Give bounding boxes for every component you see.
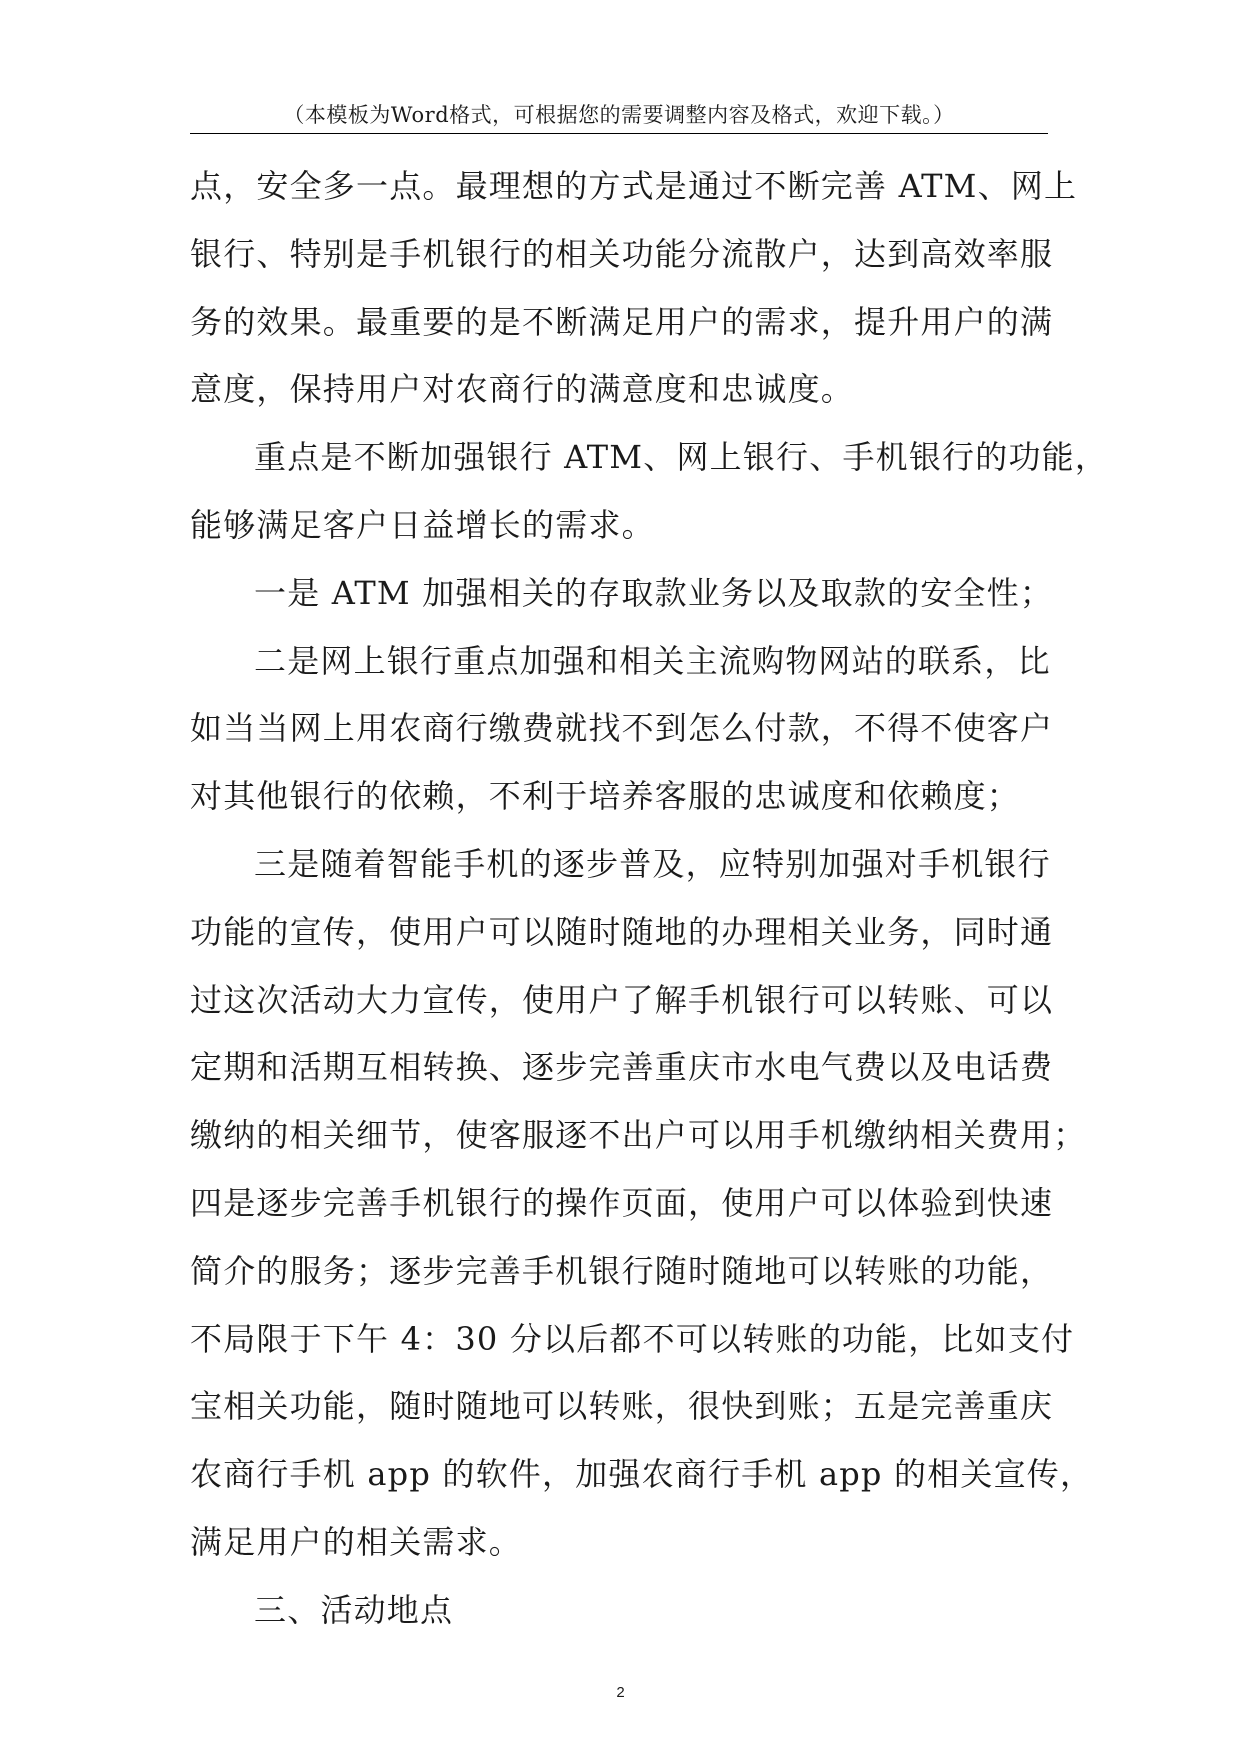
- body-text-line: 缴纳的相关细节，使客服逐不出户可以用手机缴纳相关费用；: [190, 1116, 1087, 1155]
- body-text-line: 定期和活期互相转换、逐步完善重庆市水电气费以及电话费: [190, 1048, 1054, 1087]
- body-text-line: 宝相关功能，随时随地可以转账，很快到账；五是完善重庆: [190, 1387, 1054, 1426]
- body-text-line: 三、活动地点: [254, 1590, 454, 1629]
- document-body: [190, 153, 1109, 1645]
- body-text-line: 如当当网上用农商行缴费就找不到怎么付款，不得不使客户: [190, 709, 1054, 748]
- body-text-line: 点，安全多一点。最理想的方式是通过不断完善 ATM、网上: [190, 167, 1078, 205]
- template-header-note: （本模板为Word格式，可根据您的需要调整内容及格式，欢迎下载。）: [283, 103, 955, 127]
- body-text-line: 功能的宣传，使用户可以随时随地的办理相关业务，同时通: [190, 912, 1054, 951]
- body-text-line: 能够满足客户日益增长的需求。: [190, 505, 655, 544]
- body-text-line: 满足用户的相关需求。: [190, 1522, 523, 1561]
- body-text-line: 务的效果。最重要的是不断满足用户的需求，提升用户的满: [190, 302, 1054, 341]
- body-text-line: 重点是不断加强银行 ATM、网上银行、手机银行的功能，: [254, 438, 1109, 477]
- body-text-line: 二是网上银行重点加强和相关主流购物网站的联系，比: [254, 641, 1051, 680]
- body-text-line: 对其他银行的依赖，不利于培养客服的忠诚度和依赖度；: [190, 777, 1021, 816]
- page-number: 2: [616, 1684, 625, 1701]
- body-text-line: 银行、特别是手机银行的相关功能分流散户，达到高效率服: [190, 234, 1054, 273]
- body-text-line: 过这次活动大力宣传，使用户了解手机银行可以转账、可以: [190, 980, 1054, 1019]
- body-text-line: 农商行手机 app 的软件，加强农商行手机 app 的相关宣传，: [190, 1455, 1094, 1494]
- header-divider: [190, 133, 1048, 134]
- body-text-line: 简介的服务；逐步完善手机银行随时随地可以转账的功能，: [190, 1251, 1054, 1290]
- body-text-line: 意度，保持用户对农商行的满意度和忠诚度。: [190, 370, 855, 409]
- body-text-line: 一是 ATM 加强相关的存取款业务以及取款的安全性；: [254, 573, 1054, 612]
- body-text-line: 不局限于下午 4：30 分以后都不可以转账的功能，比如支付: [190, 1319, 1075, 1358]
- body-text-line: 三是随着智能手机的逐步普及，应特别加强对手机银行: [254, 844, 1051, 883]
- body-text-line: 四是逐步完善手机银行的操作页面，使用户可以体验到快速: [190, 1183, 1054, 1222]
